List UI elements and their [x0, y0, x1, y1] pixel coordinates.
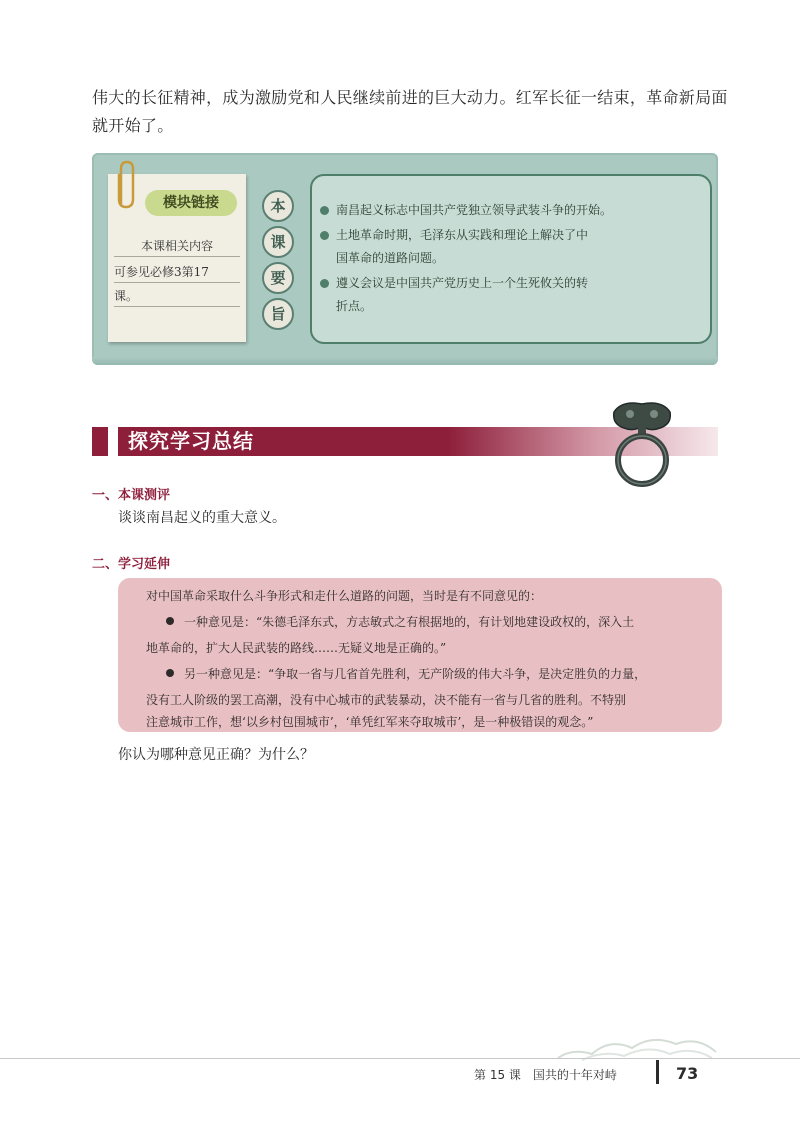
door-knocker-icon	[602, 398, 682, 490]
intro-line-1: 伟大的长征精神，成为激励党和人民继续前进的巨大动力。红军长征一结束，革命新局面	[92, 88, 728, 107]
key-heading-char-4: 旨	[262, 298, 294, 330]
intro-line-2: 就开始了。	[92, 116, 174, 135]
opinion-1-line-1: 一种意见是：“朱德毛泽东式，方志敏式之有根据地的，有计划地建设政权的，深入土	[184, 615, 635, 629]
bullet-icon	[320, 231, 329, 240]
key-heading-char-2: 课	[262, 226, 294, 258]
module-link-title: 模块链接	[145, 190, 237, 216]
section-1-heading: 一、本课测评	[92, 488, 171, 503]
module-note-line-1: 本课相关内容	[114, 236, 240, 257]
extension-intro: 对中国革命采取什么斗争形式和走什么道路的问题，当时是有不同意见的：	[146, 589, 543, 603]
footer-divider	[0, 1058, 800, 1059]
key-point-3-line-2: 折点。	[336, 299, 373, 313]
question-text: 你认为哪种意见正确？为什么？	[118, 747, 314, 763]
footer-separator	[656, 1060, 659, 1084]
key-point-1	[336, 199, 700, 222]
key-point-3-line-1: 遵义会议是中国共产党历史上一个生死攸关的转	[336, 276, 589, 290]
section-1-text: 谈谈南昌起义的重大意义。	[118, 510, 286, 526]
key-heading-char-3: 要	[262, 262, 294, 294]
page-number: 73	[676, 1064, 699, 1083]
footer-lesson: 第 15 课 国共的十年对峙	[474, 1068, 617, 1082]
key-point-2-line-2: 国革命的道路问题。	[336, 251, 445, 265]
opinion-2-line-2: 没有工人阶级的罢工高潮，没有中心城市的武装暴动，决不能有一省与几省的胜利。不特别	[146, 693, 627, 707]
key-point-1-line-1: 南昌起义标志中国共产党独立领导武装斗争的开始。	[336, 203, 613, 217]
extension-line-4	[146, 661, 712, 687]
bullet-icon	[166, 669, 174, 677]
bullet-icon	[320, 279, 329, 288]
key-heading-char-1: 本	[262, 190, 294, 222]
banner-accent	[92, 427, 108, 456]
intro-paragraph	[92, 84, 732, 140]
opinion-2-line-3: 注意城市工作，想‘以乡村包围城市’，‘单凭红军来夺取城市’，是一种极错误的观念。”	[146, 715, 594, 729]
bullet-icon	[166, 617, 174, 625]
extension-line-2	[146, 609, 712, 635]
key-point-2-line-1: 土地革命时期，毛泽东从实践和理论上解决了中	[336, 228, 589, 242]
section-2-heading: 二、学习延伸	[92, 557, 171, 572]
paperclip-icon	[113, 159, 139, 211]
module-note-line-3: 课。	[114, 286, 240, 307]
section-title: 探究学习总结	[128, 429, 254, 453]
opinion-1-line-2: 地革命的，扩大人民武装的路线……无疑义地是正确的。”	[146, 641, 447, 655]
key-point-2	[336, 224, 700, 270]
key-point-3	[336, 272, 700, 318]
opinion-2-line-1: 另一种意见是：“争取一省与几省首先胜利，无产阶级的伟大斗争，是决定胜负的力量，	[184, 667, 647, 681]
bullet-icon	[320, 206, 329, 215]
module-note-line-2: 可参见必修3第17	[114, 262, 240, 283]
